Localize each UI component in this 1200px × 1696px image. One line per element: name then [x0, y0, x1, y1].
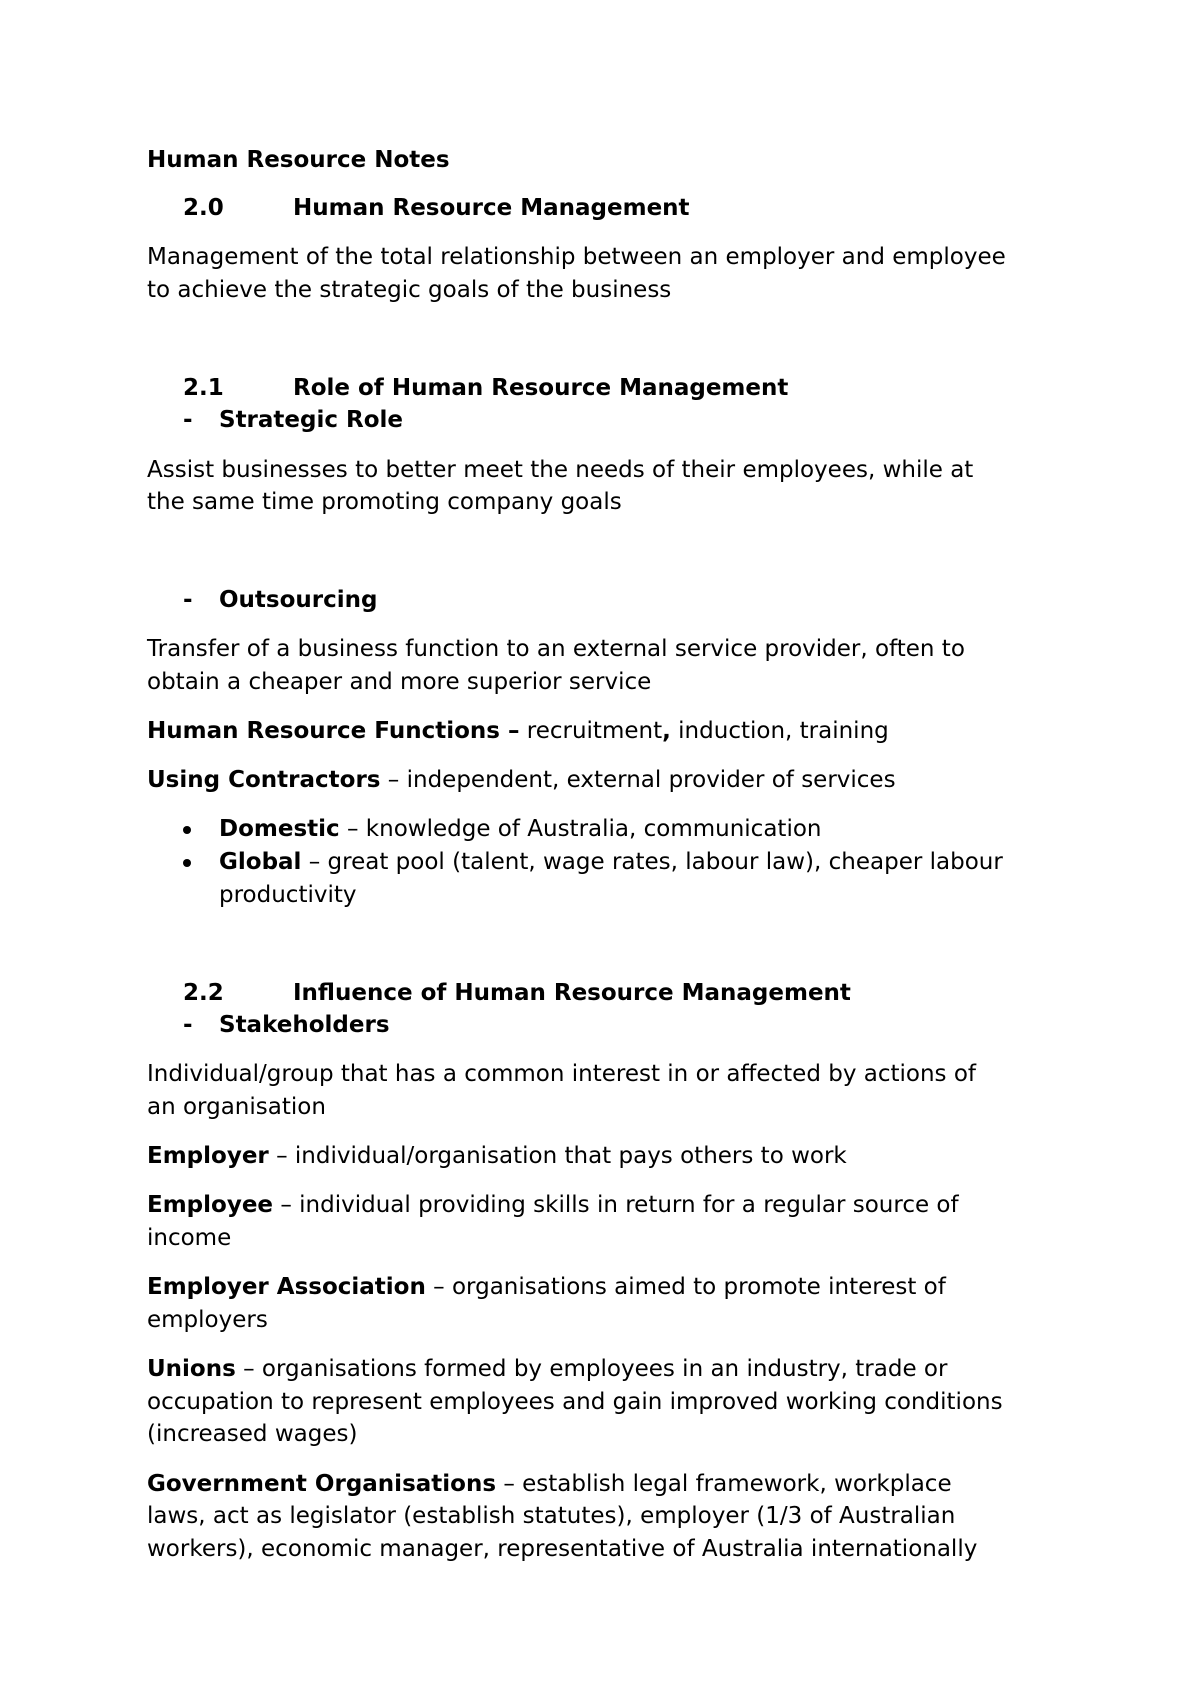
- description: – great pool (talent, wage rates, labour law), cheaper labour: [301, 849, 1003, 875]
- term: Employee: [147, 1192, 274, 1218]
- section-title: Human Resource Management: [293, 195, 690, 221]
- paragraph-line: Individual/group that has a common interest in or affected by actions of: [147, 1061, 977, 1087]
- dash-marker: -: [183, 1012, 193, 1038]
- subheading-text: Stakeholders: [219, 1012, 390, 1038]
- paragraph-line: to achieve the strategic goals of the business: [147, 277, 672, 303]
- bullet-dot: [183, 826, 191, 834]
- section-number: 2.2: [183, 980, 224, 1006]
- doc-title: Human Resource Notes: [147, 147, 450, 173]
- section-number: 2.1: [183, 375, 224, 401]
- paragraph-line: (increased wages): [147, 1421, 358, 1447]
- term: Employer Association: [147, 1274, 426, 1300]
- definition-employer: [147, 1140, 847, 1172]
- paragraph-line: income: [147, 1225, 232, 1251]
- paragraph-line: Transfer of a business function to an external service provider, often to: [147, 636, 965, 662]
- section-title: Role of Human Resource Management: [293, 375, 789, 401]
- list-item-continuation: productivity: [219, 882, 357, 908]
- description: – organisations aimed to promote interest of: [425, 1274, 946, 1300]
- list-item-text: [219, 846, 1003, 878]
- paragraph-line: Assist businesses to better meet the needs of their employees, while at: [147, 457, 974, 483]
- paragraph-line: obtain a cheaper and more superior service: [147, 669, 652, 695]
- term: Human Resource Functions –: [147, 718, 520, 744]
- subheading-text: Strategic Role: [219, 407, 403, 433]
- term: Unions: [147, 1356, 236, 1382]
- description: induction, training: [670, 718, 889, 744]
- definition-hr-functions: [147, 715, 889, 747]
- paragraph-line: laws, act as legislator (establish statutes), employer (1/3 of Australian: [147, 1503, 956, 1529]
- comma: ,: [662, 718, 671, 744]
- definition-unions: [147, 1353, 947, 1385]
- section-title: Influence of Human Resource Management: [293, 980, 851, 1006]
- paragraph-line: the same time promoting company goals: [147, 489, 622, 515]
- list-item-text: [219, 813, 821, 845]
- description: recruitment: [519, 718, 663, 744]
- description: – establish legal framework, workplace: [496, 1471, 952, 1497]
- definition-employer-association: [147, 1271, 946, 1303]
- term: Global: [219, 849, 302, 875]
- paragraph-line: occupation to represent employees and gain improved working conditions: [147, 1389, 1003, 1415]
- definition-employee: [147, 1189, 959, 1221]
- paragraph-line: employers: [147, 1307, 268, 1333]
- description: – independent, external provider of services: [380, 767, 896, 793]
- description: – individual/organisation that pays others to work: [268, 1143, 847, 1169]
- term: Government Organisations: [147, 1471, 497, 1497]
- description: – organisations formed by employees in an industry, trade or: [235, 1356, 948, 1382]
- term: Domestic: [219, 816, 340, 842]
- description: – individual providing skills in return for a regular source of: [273, 1192, 959, 1218]
- section-number: 2.0: [183, 195, 224, 221]
- description: – knowledge of Australia, communication: [339, 816, 822, 842]
- term: Using Contractors: [147, 767, 381, 793]
- paragraph-line: an organisation: [147, 1094, 326, 1120]
- dash-marker: -: [183, 587, 193, 613]
- subheading-text: Outsourcing: [219, 587, 378, 613]
- paragraph-line: workers), economic manager, representative of Australia internationally: [147, 1536, 978, 1562]
- definition-using-contractors: [147, 764, 896, 796]
- paragraph-line: Management of the total relationship between an employer and employee: [147, 244, 1006, 270]
- dash-marker: -: [183, 407, 193, 433]
- term: Employer: [147, 1143, 269, 1169]
- bullet-dot: [183, 859, 191, 867]
- definition-government-organisations: [147, 1468, 952, 1500]
